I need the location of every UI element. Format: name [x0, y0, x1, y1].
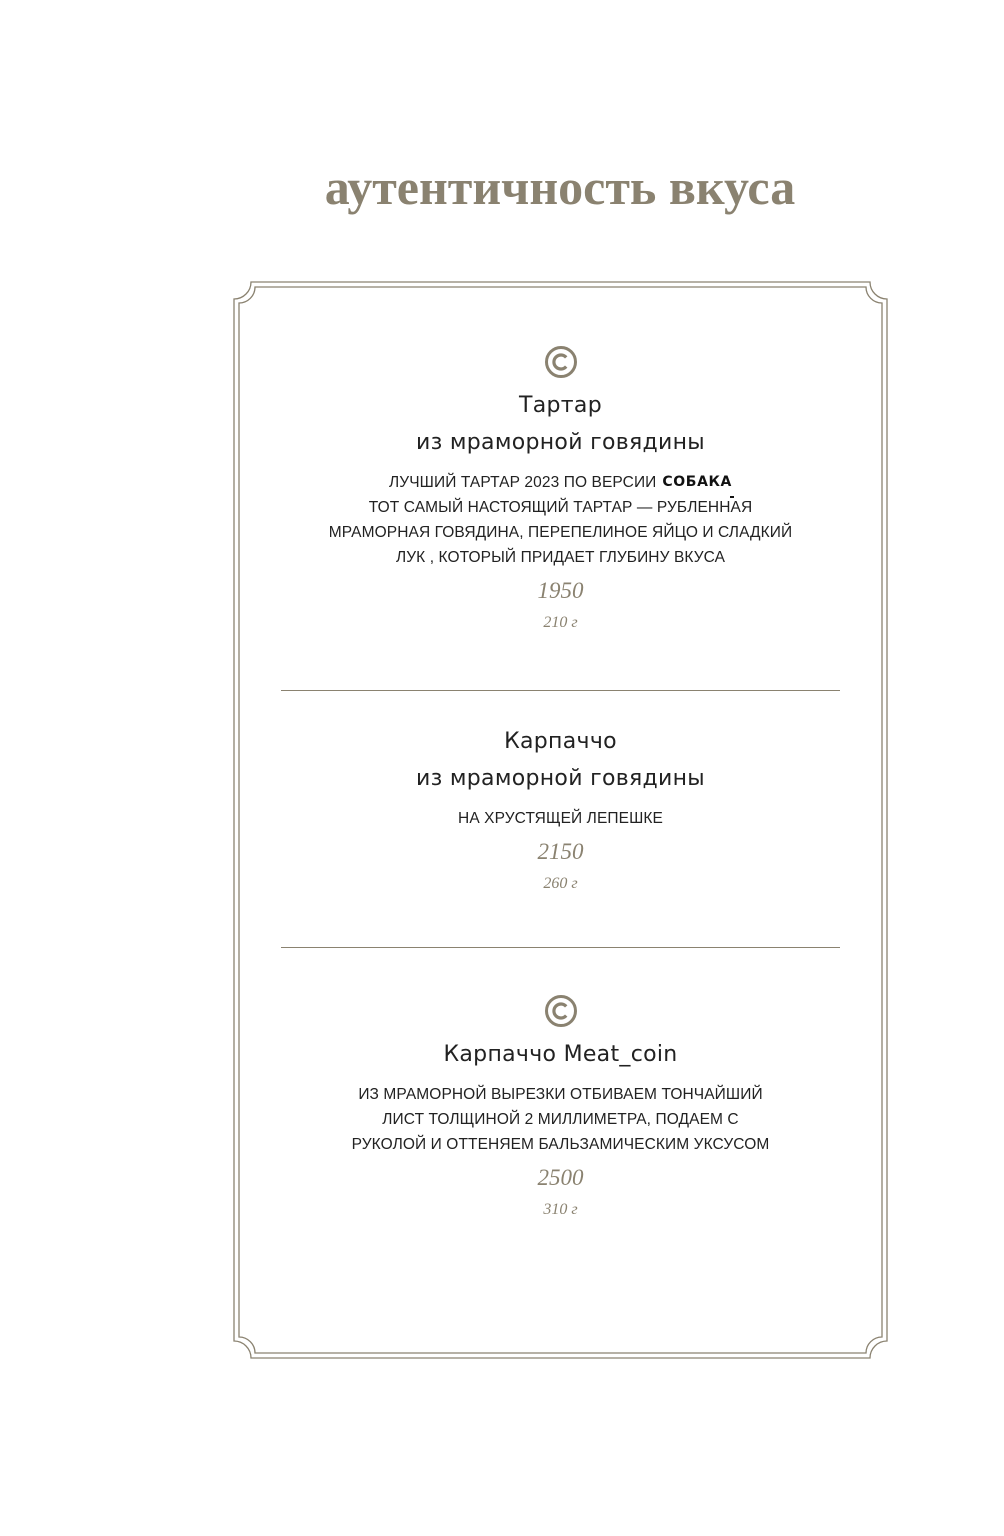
dish-price: 2150 [537, 839, 584, 864]
dish-name-line1: Тартар [519, 393, 602, 418]
dish-description-line: НА ХРУСТЯЩЕЙ ЛЕПЕШКЕ [458, 810, 663, 827]
section-divider [281, 947, 840, 948]
dish-weight: 210 г [543, 614, 578, 631]
dish-description-line: ЛУК , КОТОРЫЙ ПРИДАЕТ ГЛУБИНУ ВКУСА [395, 549, 726, 566]
dish-weight: 260 г [543, 875, 578, 892]
dish-weight: 310 г [543, 1201, 578, 1218]
menu-item-tartare [233, 345, 888, 632]
menu-item-carpaccio [233, 723, 888, 893]
dish-name-line2: из мраморной говядины [416, 766, 705, 791]
copyright-c-icon [544, 345, 578, 379]
sobaka-logo: СОБАКА [662, 470, 732, 495]
dish-price: 1950 [537, 578, 584, 603]
menu-item-carpaccio-meat-coin [233, 994, 888, 1219]
page-title: аутентичность вкуса [324, 159, 796, 215]
dish-description-line: ЛИСТ ТОЛЩИНОЙ 2 МИЛЛИМЕТРА, ПОДАЕМ С [382, 1111, 739, 1128]
dish-description-line: ТОТ САМЫЙ НАСТОЯЩИЙ ТАРТАР — РУБЛЕННАЯ [368, 499, 753, 516]
dish-name-line2: из мраморной говядины [416, 430, 705, 455]
dish-price: 2500 [537, 1165, 584, 1190]
award-line [233, 470, 888, 495]
dish-description-line: РУКОЛОЙ И ОТТЕНЯЕМ БАЛЬЗАМИЧЕСКИМ УКСУСОМ [351, 1136, 770, 1153]
award-text: ЛУЧШИЙ ТАРТАР 2023 ПО ВЕРСИИ [389, 474, 657, 491]
dish-description-line: МРАМОРНАЯ ГОВЯДИНА, ПЕРЕПЕЛИНОЕ ЯЙЦО И СЛАДКИЙ [328, 524, 793, 541]
dish-name-line1: Карпаччо [504, 729, 617, 754]
section-divider [281, 690, 840, 691]
dish-name-line1: Карпаччо Meat_coin [443, 1042, 678, 1067]
dish-description-line: ИЗ МРАМОРНОЙ ВЫРЕЗКИ ОТБИВАЕМ ТОНЧАЙШИЙ [358, 1086, 763, 1103]
copyright-c-icon [544, 994, 578, 1028]
